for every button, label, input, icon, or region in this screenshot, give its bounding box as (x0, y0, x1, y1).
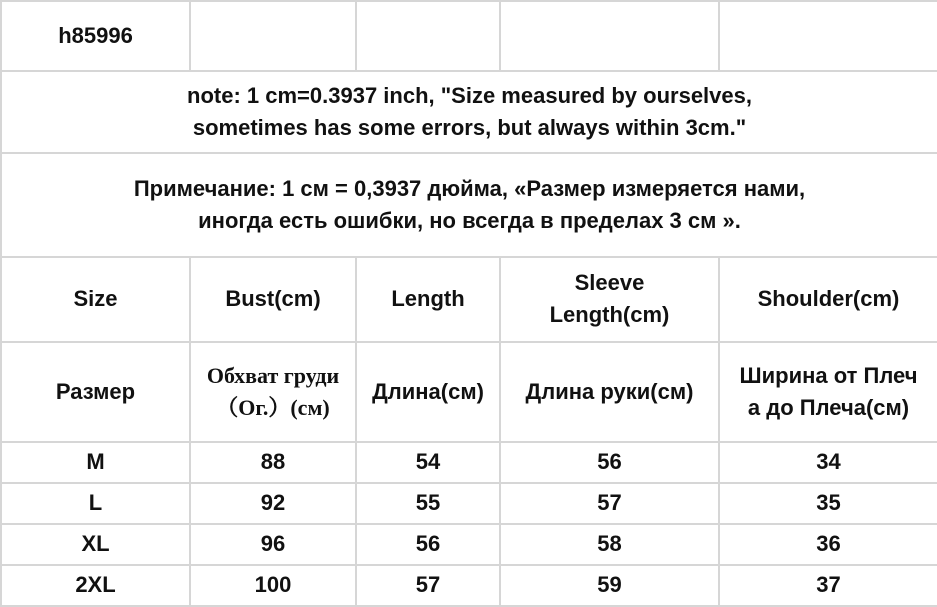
cell-size: L (1, 483, 190, 524)
cell-bust: 96 (190, 524, 356, 565)
header-bust-ru-line-2: （Ог.）(см) (216, 394, 330, 420)
header-shoulder: Shoulder(cm) (719, 257, 937, 341)
product-code: h85996 (1, 1, 190, 71)
header-size-ru: Размер (1, 342, 190, 442)
note-english (1, 71, 937, 153)
empty-cell (719, 1, 937, 71)
empty-cell (190, 1, 356, 71)
cell-sleeve: 58 (500, 524, 719, 565)
table-row (1, 442, 937, 483)
table-row (1, 524, 937, 565)
cell-size: 2XL (1, 565, 190, 606)
empty-cell (356, 1, 500, 71)
cell-bust: 92 (190, 483, 356, 524)
cell-shoulder: 35 (719, 483, 937, 524)
cell-sleeve: 57 (500, 483, 719, 524)
header-shoulder-ru-line-1: Ширина от Плеч (739, 362, 918, 388)
table-row (1, 565, 937, 606)
header-sleeve-ru: Длина руки(см) (500, 342, 719, 442)
header-size: Size (1, 257, 190, 341)
note-russian-line-2: иногда есть ошибки, но всегда в пределах 3 см ». (198, 208, 741, 234)
note-russian (1, 153, 937, 257)
cell-length: 57 (356, 565, 500, 606)
note-english-line-1: note: 1 cm=0.3937 inch, "Size measured by ourselves, (187, 83, 752, 109)
cell-shoulder: 36 (719, 524, 937, 565)
cell-size: XL (1, 524, 190, 565)
header-sleeve-length (500, 257, 719, 341)
header-sleeve-line-2: Length(cm) (549, 302, 670, 328)
header-length-ru: Длина(см) (356, 342, 500, 442)
note-english-line-2: sometimes has some errors, but always within 3cm." (192, 115, 747, 141)
table-row (1, 483, 937, 524)
cell-length: 54 (356, 442, 500, 483)
note-en-row (1, 71, 937, 153)
cell-shoulder: 34 (719, 442, 937, 483)
cell-bust: 100 (190, 565, 356, 606)
header-row-russian (1, 342, 937, 442)
header-bust: Bust(cm) (190, 257, 356, 341)
cell-bust: 88 (190, 442, 356, 483)
note-ru-row (1, 153, 937, 257)
cell-sleeve: 59 (500, 565, 719, 606)
product-code-row (1, 1, 937, 71)
cell-sleeve: 56 (500, 442, 719, 483)
header-length: Length (356, 257, 500, 341)
empty-cell (500, 1, 719, 71)
cell-length: 55 (356, 483, 500, 524)
header-row-english (1, 257, 937, 341)
header-bust-ru-line-1: Обхват груди (206, 362, 340, 388)
header-sleeve-line-1: Sleeve (574, 270, 645, 296)
cell-size: M (1, 442, 190, 483)
note-russian-line-1: Примечание: 1 см = 0,3937 дюйма, «Размер измеряется нами, (133, 176, 806, 202)
header-shoulder-ru (719, 342, 937, 442)
header-bust-ru (190, 342, 356, 442)
cell-shoulder: 37 (719, 565, 937, 606)
cell-length: 56 (356, 524, 500, 565)
header-shoulder-ru-line-2: а до Плеча(см) (747, 394, 910, 420)
